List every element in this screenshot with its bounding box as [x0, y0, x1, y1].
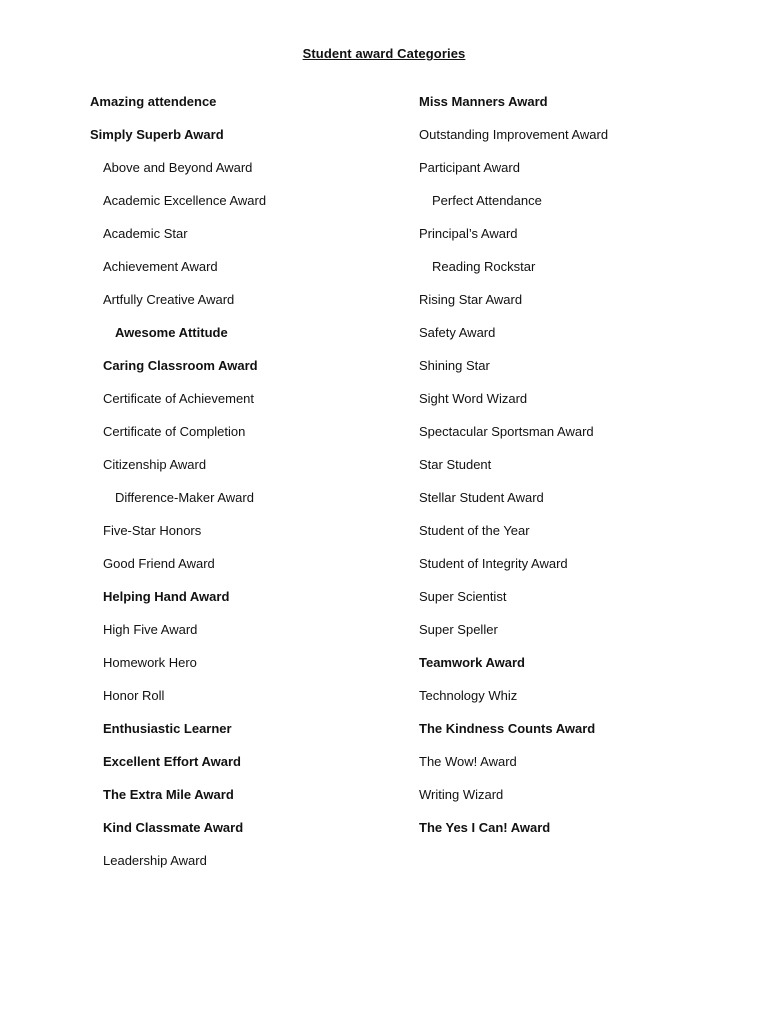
award-item: Super Scientist	[419, 589, 507, 604]
award-item: The Extra Mile Award	[103, 787, 234, 802]
award-item: Teamwork Award	[419, 655, 525, 670]
award-item: Spectacular Sportsman Award	[419, 424, 594, 439]
award-item: Shining Star	[419, 358, 490, 373]
award-item: Helping Hand Award	[103, 589, 230, 604]
award-item: Sight Word Wizard	[419, 391, 528, 406]
award-item: Student of the Year	[419, 523, 530, 538]
award-item: Certificate of Achievement	[103, 391, 255, 406]
award-item: Enthusiastic Learner	[103, 721, 232, 736]
award-item: Perfect Attendance	[432, 193, 542, 208]
award-item: Five-Star Honors	[103, 523, 202, 538]
award-item: Kind Classmate Award	[103, 820, 244, 835]
award-item: Simply Superb Award	[90, 127, 224, 142]
award-item: Achievement Award	[103, 259, 218, 274]
award-item: Awesome Attitude	[115, 325, 228, 340]
award-item: Star Student	[419, 457, 492, 472]
award-item: Stellar Student Award	[419, 490, 544, 505]
award-item: Excellent Effort Award	[103, 754, 241, 769]
award-item: Good Friend Award	[103, 556, 215, 571]
award-item: Homework Hero	[103, 655, 197, 670]
award-item: Caring Classroom Award	[103, 358, 258, 373]
award-item: Safety Award	[419, 325, 496, 340]
award-item: Honor Roll	[103, 688, 165, 703]
document-title: Student award Categories	[302, 46, 466, 61]
award-item: Amazing attendence	[90, 94, 217, 109]
award-item: Student of Integrity Award	[419, 556, 568, 571]
award-item: Leadership Award	[103, 853, 207, 868]
award-item: Academic Star	[103, 226, 188, 241]
award-item: Certificate of Completion	[103, 424, 246, 439]
award-item: Rising Star Award	[419, 292, 523, 307]
award-item: Writing Wizard	[419, 787, 504, 802]
award-item: The Wow! Award	[419, 754, 517, 769]
award-list-right	[419, 92, 739, 851]
award-item: Miss Manners Award	[419, 94, 548, 109]
award-item: Above and Beyond Award	[103, 160, 253, 175]
award-item: Principal’s Award	[419, 226, 518, 241]
award-item: Outstanding Improvement Award	[419, 127, 609, 142]
award-item: The Kindness Counts Award	[419, 721, 596, 736]
award-item: Difference-Maker Award	[115, 490, 254, 505]
award-item: Super Speller	[419, 622, 498, 637]
award-item: Reading Rockstar	[432, 259, 536, 274]
award-list-left	[90, 92, 390, 884]
award-item: Technology Whiz	[419, 688, 518, 703]
award-item: Participant Award	[419, 160, 520, 175]
award-item: The Yes I Can! Award	[419, 820, 551, 835]
award-item: High Five Award	[103, 622, 198, 637]
award-item: Citizenship Award	[103, 457, 207, 472]
award-item: Academic Excellence Award	[103, 193, 267, 208]
award-item: Artfully Creative Award	[103, 292, 235, 307]
